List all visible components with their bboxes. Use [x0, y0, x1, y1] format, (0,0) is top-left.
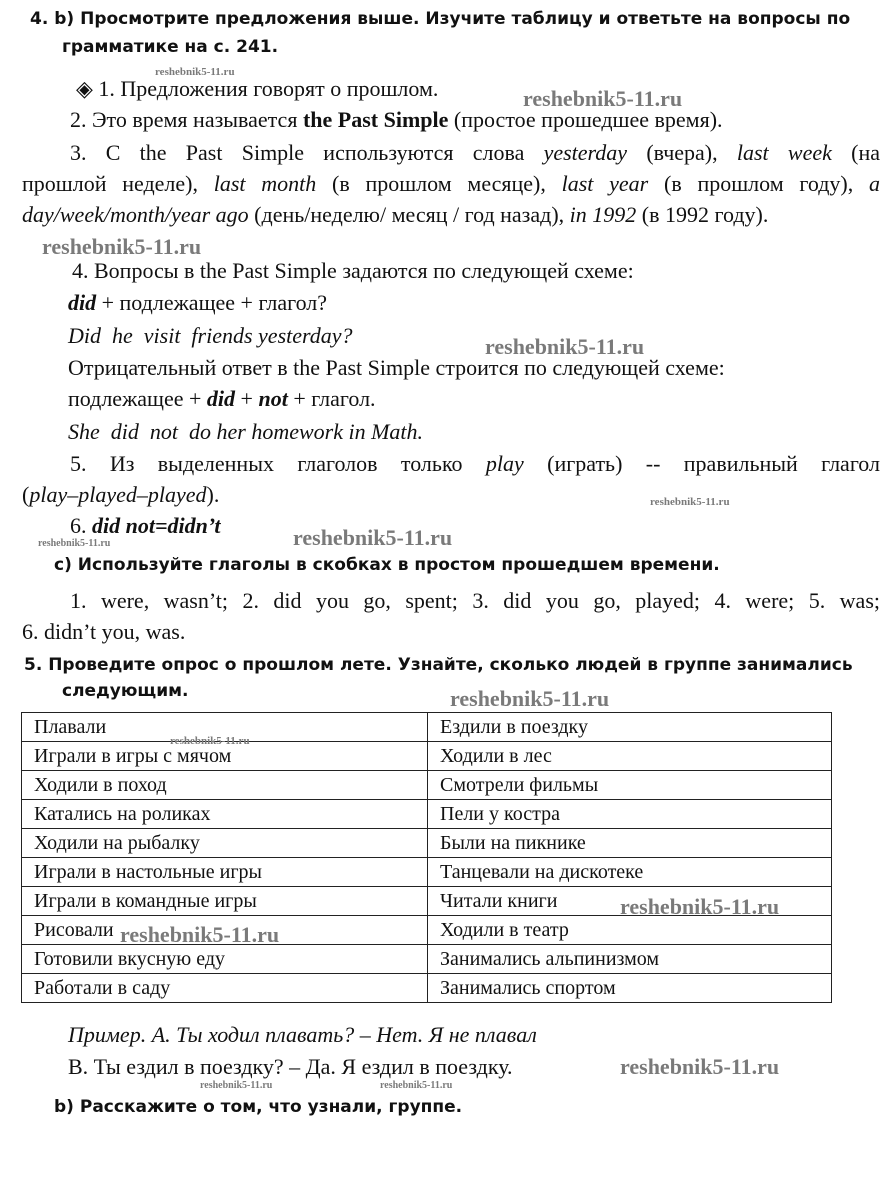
- task4-heading: [30, 8, 850, 30]
- diamond-icon: ◈: [76, 77, 93, 102]
- table-cell: Рисовали: [22, 916, 428, 945]
- p3-last-month: last month: [213, 171, 317, 196]
- neg-plus: +: [235, 386, 259, 411]
- watermark: reshebnik5-11.ru: [200, 1080, 273, 1091]
- p3-l2-e: (в прошлом году),: [648, 171, 869, 196]
- p3-e: (на: [831, 140, 881, 165]
- watermark: reshebnik5-11.ru: [450, 686, 610, 711]
- point-1: [76, 76, 438, 103]
- table-cell: Ходили в поход: [22, 771, 428, 800]
- table-row: [22, 800, 832, 829]
- table-cell: Занимались альпинизмом: [428, 945, 832, 974]
- watermark: reshebnik5-11.ru: [120, 922, 280, 947]
- point-2-text-c: (простое прошедшее время).: [448, 107, 723, 132]
- p3-last-year: last year: [561, 171, 649, 196]
- neg-e: + глагол.: [287, 386, 376, 411]
- point-3-line2: [22, 171, 880, 197]
- task4-title-line1: Просмотрите предложения выше. Изучите таблицу и ответьте на вопросы по: [80, 9, 851, 29]
- table-cell: Смотрели фильмы: [428, 771, 832, 800]
- p3-a-word: a: [868, 171, 880, 196]
- watermark: reshebnik5-11.ru: [650, 496, 730, 508]
- negative-example-text: She did not do her homework in Math.: [68, 419, 424, 444]
- p3-c: (вчера),: [627, 140, 737, 165]
- point-3-line3: [22, 202, 768, 228]
- task4c-answers-line2: 6. didn’t you, was.: [22, 619, 186, 644]
- example-a-text: Пример. А. Ты ходил плавать? – Нет. Я не плавал: [68, 1022, 537, 1047]
- table-cell: Ходили в лес: [428, 742, 832, 771]
- table-cell: Ходили в театр: [428, 916, 832, 945]
- p3-l2-c: (в прошлом месяце),: [316, 171, 562, 196]
- p3-last-week: last week: [736, 140, 832, 165]
- task5-title-line1: 5. Проведите опрос о прошлом лете. Узнайте, сколько людей в группе занимались: [24, 655, 853, 675]
- scheme-question-text: + подлежащее + глагол?: [96, 290, 328, 315]
- table-cell: Работали в саду: [22, 974, 428, 1003]
- example-b: В. Ты ездил в поездку? – Да. Я ездил в поездку.: [68, 1054, 513, 1079]
- table-row: [22, 858, 832, 887]
- scheme-did: did: [68, 290, 97, 315]
- neg-a: подлежащее +: [68, 386, 207, 411]
- table-cell: Плавали: [22, 713, 428, 742]
- watermark: reshebnik5-11.ru: [523, 86, 683, 111]
- watermark: reshebnik5-11.ru: [42, 234, 202, 259]
- question-example-text: Did he visit friends yesterday?: [68, 323, 353, 348]
- table-cell: Танцевали на дискотеке: [428, 858, 832, 887]
- task5-title-line2: следующим.: [62, 681, 189, 701]
- p5-a: 5. Из выделенных глаголов только: [70, 451, 486, 476]
- point-5-line1: [70, 451, 880, 477]
- watermark: reshebnik5-11.ru: [170, 735, 250, 747]
- table-row: [22, 945, 832, 974]
- point-2-term: the Past Simple: [302, 107, 449, 132]
- point-6: [70, 513, 220, 539]
- p3-yesterday: yesterday: [543, 140, 628, 165]
- p5-close: ).: [206, 482, 220, 507]
- point-5-line2: [22, 482, 219, 508]
- p3-l3-d: (в 1992 году).: [636, 202, 769, 227]
- table-row: [22, 974, 832, 1003]
- neg-did: did: [206, 386, 236, 411]
- task4c-answers-line1: 1. were, wasn’t; 2. did you go, spent; 3. did you go, played; 4. were; 5. was;: [70, 588, 880, 613]
- survey-table: [21, 712, 832, 1003]
- p5-c: (играть) -- правильный глагол: [523, 451, 880, 476]
- p3-a: 3. С the Past Simple используются слова: [70, 140, 544, 165]
- p3-l3-b: (день/неделю/ месяц / год назад),: [248, 202, 570, 227]
- table-cell: Были на пикнике: [428, 829, 832, 858]
- point-1-text: 1. Предложения говорят о прошлом.: [98, 76, 439, 101]
- negative-scheme-intro: Отрицательный ответ в the Past Simple строится по следующей схеме:: [68, 355, 725, 380]
- point-3-line1: [70, 140, 880, 166]
- p6-num: 6.: [70, 513, 92, 538]
- table-cell: Катались на роликах: [22, 800, 428, 829]
- p3-l2-a: прошлой неделе),: [22, 171, 214, 196]
- p5-open: (: [22, 482, 30, 507]
- task4c-heading: c) Используйте глаголы в скобках в простом прошедшем времени.: [54, 555, 720, 575]
- task5b-heading: b) Расскажите о том, что узнали, группе.: [54, 1097, 463, 1117]
- table-cell: Играли в командные игры: [22, 887, 428, 916]
- watermark: reshebnik5-11.ru: [380, 1080, 453, 1091]
- watermark: reshebnik5-11.ru: [155, 66, 235, 78]
- negative-scheme: [68, 386, 376, 412]
- table-cell: Ходили на рыбалку: [22, 829, 428, 858]
- watermark: reshebnik5-11.ru: [620, 894, 780, 919]
- example-a: [68, 1022, 537, 1048]
- scheme-question-example: [68, 323, 353, 349]
- table-row: [22, 713, 832, 742]
- table-row: [22, 771, 832, 800]
- table-cell: Играли в настольные игры: [22, 858, 428, 887]
- p5-play: play: [485, 451, 524, 476]
- watermark: reshebnik5-11.ru: [485, 334, 645, 359]
- table-cell: Занимались спортом: [428, 974, 832, 1003]
- neg-not: not: [258, 386, 288, 411]
- watermark: reshebnik5-11.ru: [620, 1054, 780, 1079]
- table-cell: Ездили в поездку: [428, 713, 832, 742]
- table-cell: Пели у костра: [428, 800, 832, 829]
- p5-forms: play–played–played: [29, 482, 207, 507]
- p6-didnt: did not=didn’t: [92, 513, 221, 538]
- table-row: [22, 742, 832, 771]
- table-row: [22, 829, 832, 858]
- task4-letter: b): [54, 9, 75, 29]
- p3-in-1992: in 1992: [569, 202, 637, 227]
- point-4: 4. Вопросы в the Past Simple задаются по следующей схеме:: [72, 258, 634, 283]
- table-cell: Играли в игры с мячом: [22, 742, 428, 771]
- point-2-text-a: 2. Это время называется: [70, 107, 303, 132]
- negative-example: [68, 419, 423, 445]
- task4-title-line2: грамматике на с. 241.: [62, 37, 279, 57]
- scheme-question: [68, 290, 327, 316]
- table-cell: Готовили вкусную еду: [22, 945, 428, 974]
- watermark: reshebnik5-11.ru: [38, 538, 111, 549]
- watermark: reshebnik5-11.ru: [293, 525, 453, 550]
- table-cell: Читали книги: [428, 887, 832, 916]
- task4-number: 4.: [30, 9, 49, 29]
- p3-ago: day/week/month/year ago: [22, 202, 249, 227]
